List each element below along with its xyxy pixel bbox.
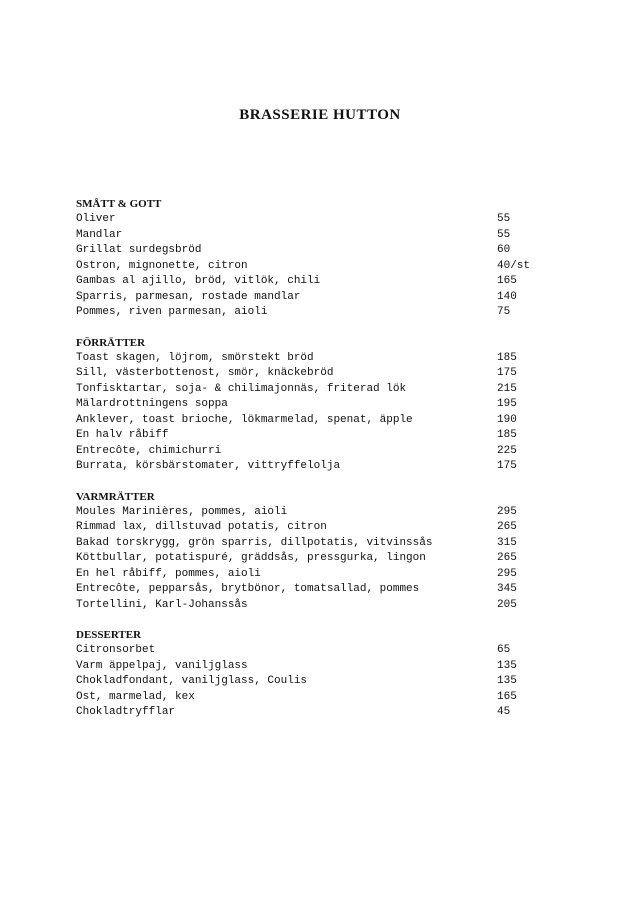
menu-section [76, 489, 576, 614]
menu-item [76, 228, 576, 244]
menu-item-price: 165 [497, 690, 517, 703]
menu-item [76, 243, 576, 259]
menu-item-name: Tonfisktartar, soja- & chilimajonnäs, friterad lök [76, 382, 407, 395]
menu-item [76, 413, 576, 429]
menu-item-name: Citronsorbet [76, 644, 156, 656]
menu-item-name: Rimmad lax, dillstuvad potatis, citron [76, 521, 327, 533]
menu-item-price: 75 [497, 306, 511, 318]
menu-item-price: 65 [497, 644, 511, 656]
menu-item [76, 428, 576, 444]
menu-item-price: 140 [497, 290, 517, 303]
menu-item-price: 55 [497, 228, 511, 241]
menu-item [76, 397, 576, 413]
menu-item-price: 295 [497, 505, 517, 518]
menu-item-name: Köttbullar, potatispuré, gräddsås, pressgurka, lingon [76, 552, 426, 564]
section-title: FÖRRÄTTER [76, 336, 146, 349]
menu-item-price: 135 [497, 659, 517, 672]
menu-item [76, 382, 576, 398]
menu-item-price: 175 [497, 367, 517, 379]
section-title: DESSERTER [76, 629, 142, 641]
menu-item-name: Chokladtryfflar [76, 706, 176, 718]
menu-item [76, 212, 576, 228]
menu-item-price: 295 [497, 567, 517, 580]
section-title: SMÅTT & GOTT [76, 198, 162, 210]
menu-item-name: En hel råbiff, pommes, aioli [76, 567, 261, 580]
menu-item-price: 40/st [497, 259, 531, 272]
menu-item-price: 315 [497, 536, 517, 549]
menu-item [76, 351, 576, 367]
menu-item-price: 185 [497, 351, 517, 364]
menu-item [76, 259, 576, 275]
menu-item [76, 598, 576, 614]
menu-item-name: Oliver [76, 213, 116, 225]
menu-item-price: 265 [497, 552, 517, 564]
menu-item-price: 215 [497, 382, 517, 395]
restaurant-title: BRASSERIE HUTTON [239, 107, 401, 123]
menu-item-name: Grillat surdegsbröd [76, 244, 202, 256]
menu-item [76, 551, 576, 567]
menu-item-price: 265 [497, 521, 517, 533]
menu-item [76, 659, 576, 675]
menu-item [76, 505, 576, 521]
menu-item-name: Entrecôte, chimichurri [76, 444, 222, 457]
menu-list [76, 196, 576, 735]
menu-item-price: 195 [497, 398, 517, 410]
menu-item-price: 55 [497, 213, 511, 225]
menu-item [76, 290, 576, 306]
menu-item-price: 205 [497, 598, 517, 611]
menu-item-name: Tortellini, Karl-Johanssås [76, 598, 248, 611]
menu-item-name: Sparris, parmesan, rostade mandlar [76, 290, 301, 303]
menu-item [76, 567, 576, 583]
menu-item [76, 536, 576, 552]
menu-item-name: Mälardrottningens soppa [76, 398, 228, 410]
menu-item-price: 345 [497, 583, 517, 595]
menu-item-price: 45 [497, 706, 511, 718]
menu-item [76, 520, 576, 536]
menu-section [76, 335, 576, 475]
menu-item-name: Pommes, riven parmesan, aioli [76, 306, 268, 318]
menu-item-price: 165 [497, 275, 517, 287]
menu-item [76, 643, 576, 659]
menu-item-name: Mandlar [76, 228, 123, 241]
menu-item [76, 366, 576, 382]
menu-item [76, 674, 576, 690]
menu-item-price: 60 [497, 244, 511, 256]
menu-item-name: Ost, marmelad, kex [76, 690, 195, 703]
menu-item [76, 705, 576, 721]
menu-item-price: 190 [497, 413, 517, 426]
menu-item [76, 444, 576, 460]
menu-item-price: 225 [497, 444, 517, 457]
menu-item-name: Burrata, körsbärstomater, vittryffelolja [76, 460, 341, 472]
menu-item-price: 175 [497, 460, 517, 472]
menu-item-name: Ostron, mignonette, citron [76, 259, 248, 272]
section-title: VARMRÄTTER [76, 490, 155, 503]
menu-item [76, 582, 576, 598]
menu-item [76, 690, 576, 706]
menu-item-price: 135 [497, 675, 517, 687]
menu-item-name: Gambas al ajillo, bröd, vitlök, chili [76, 275, 321, 287]
menu-section [76, 627, 576, 721]
menu-item [76, 459, 576, 475]
menu-item-name: Moules Marinières, pommes, aioli [76, 505, 288, 518]
menu-item-name: Chokladfondant, vaniljglass, Coulis [76, 675, 308, 687]
menu-section [76, 196, 576, 321]
menu-item-name: Sill, västerbottenost, smör, knäckebröd [76, 367, 334, 379]
menu-item [76, 305, 576, 321]
menu-item-name: Bakad torskrygg, grön sparris, dillpotatis, vitvinssås [76, 536, 433, 549]
menu-item-name: Varm äppelpaj, vaniljglass [76, 659, 248, 672]
menu-item-price: 185 [497, 429, 517, 441]
menu-item-name: Entrecôte, pepparsås, brytbönor, tomatsallad, pommes [76, 583, 420, 595]
menu-item-name: Toast skagen, löjrom, smörstekt bröd [76, 351, 314, 364]
menu-item-name: En halv råbiff [76, 429, 169, 441]
menu-item [76, 274, 576, 290]
menu-item-name: Anklever, toast brioche, lökmarmelad, spenat, äpple [76, 413, 413, 426]
